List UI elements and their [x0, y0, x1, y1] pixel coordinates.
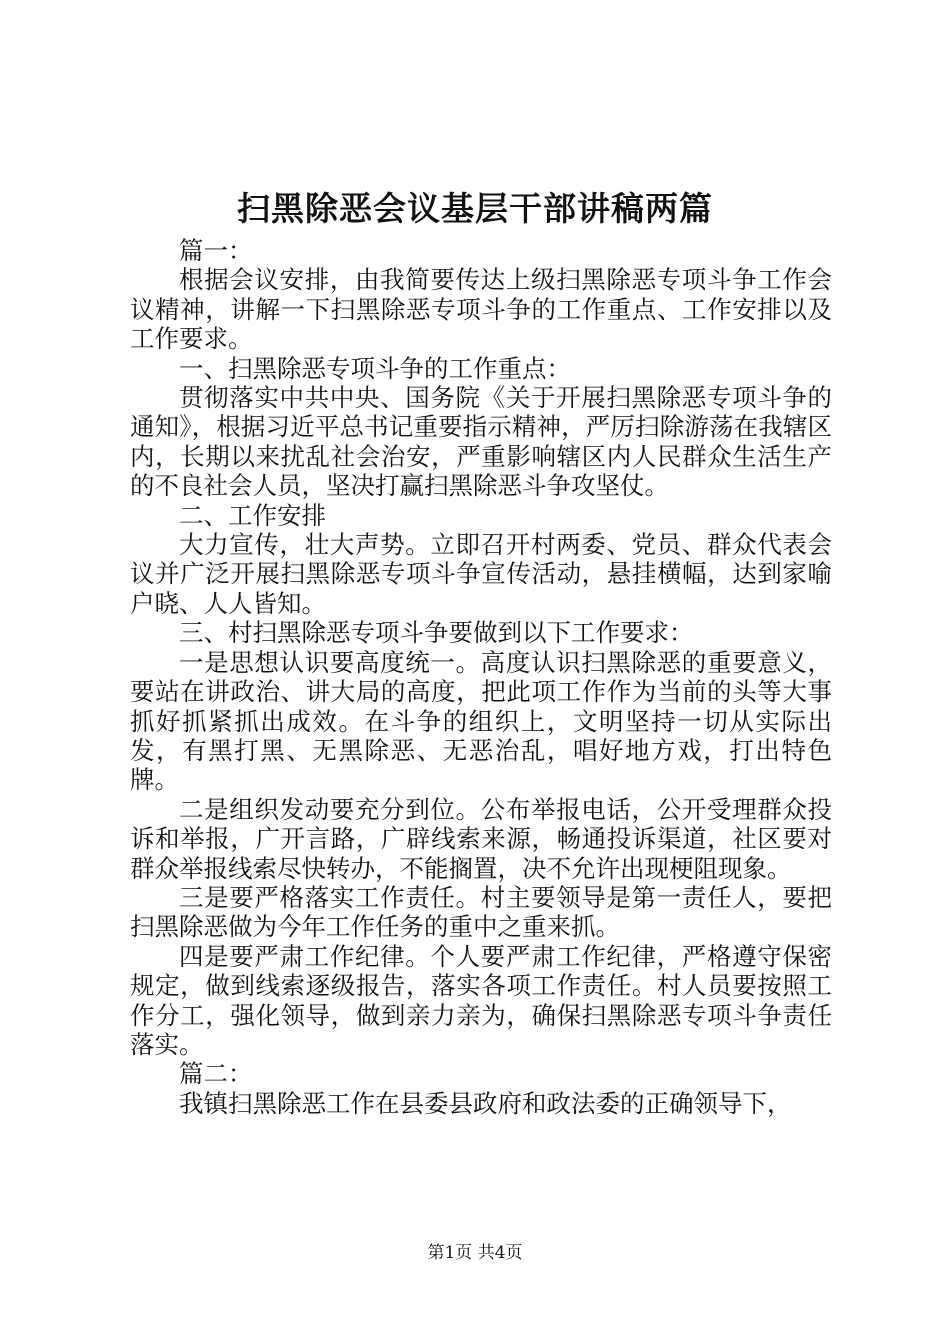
paragraph: 三是要严格落实工作责任。村主要领导是第一责任人，要把扫黑除恶做为今年工作任务的重中之重来抓。 — [130, 882, 832, 942]
section-heading: 篇二： — [179, 1059, 253, 1089]
paragraph: 我镇扫黑除恶工作在县委县政府和政法委的正确领导下， — [179, 1088, 792, 1118]
page-number-footer: 第1页 共4页 — [427, 1243, 523, 1263]
paragraph: 大力宣传，壮大声势。立即召开村两委、党员、群众代表会议并广泛开展扫黑除恶专项斗争宣传活动，悬挂横幅，达到家喻户晓、人人皆知。 — [130, 530, 832, 618]
section-heading: 一、扫黑除恶专项斗争的工作重点： — [179, 353, 571, 383]
section-heading: 篇一： — [179, 236, 253, 265]
paragraph: 一是思想认识要高度统一。高度认识扫黑除恶的重要意义，要站在讲政治、讲大局的高度，把此项工作作为当前的头等大事抓好抓紧抓出成效。在斗争的组织上，文明坚持一切从实际出发，有黑打黑、无黑除恶、无恶治乱，唱好地方戏，打出特色牌。 — [130, 647, 832, 795]
section-heading: 三、村扫黑除恶专项斗争要做到以下工作要求： — [179, 618, 694, 648]
paragraph: 贯彻落实中共中央、国务院《关于开展扫黑除恶专项斗争的通知》，根据习近平总书记重要指示精神，严厉扫除游荡在我辖区内，长期以来扰乱社会治安，严重影响辖区内人民群众生活生产的不良社会人员，坚决打赢扫黑除恶斗争攻坚仗。 — [130, 383, 832, 501]
section-heading: 二、工作安排 — [179, 500, 326, 530]
paragraph: 根据会议安排，由我简要传达上级扫黑除恶专项斗争工作会议精神，讲解一下扫黑除恶专项斗争的工作重点、工作安排以及工作要求。 — [130, 265, 832, 354]
paragraph: 四是要严肃工作纪律。个人要严肃工作纪律，严格遵守保密规定，做到线索逐级报告，落实各项工作责任。村人员要按照工作分工，强化领导，做到亲力亲为，确保扫黑除恶专项斗争责任落实。 — [130, 941, 832, 1059]
document-title: 扫黑除恶会议基层干部讲稿两篇 — [237, 189, 713, 228]
document-body — [130, 236, 832, 1118]
paragraph: 二是组织发动要充分到位。公布举报电话，公开受理群众投诉和举报，广开言路，广辟线索来源，畅通投诉渠道，社区要对群众举报线索尽快转办，不能搁置，决不允许出现梗阻现象。 — [130, 794, 832, 883]
